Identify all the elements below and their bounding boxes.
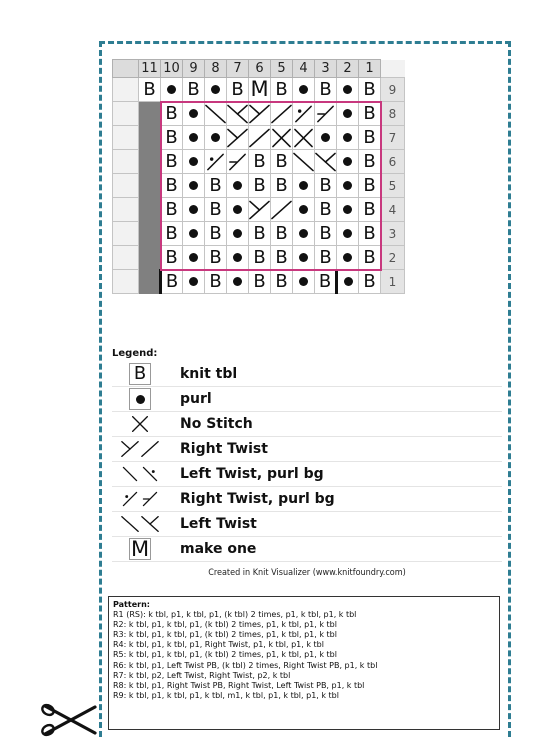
- knit-tbl-symbol: B: [363, 150, 376, 172]
- legend-item: [112, 462, 502, 487]
- knit-tbl-symbol: B: [165, 198, 178, 220]
- knit-tbl-symbol: B: [363, 198, 376, 220]
- stitch-cell: [359, 198, 381, 222]
- purl-symbol: [189, 253, 198, 262]
- knit-tbl-symbol: B: [209, 246, 222, 268]
- stitch-cell: [271, 78, 293, 102]
- knitting-chart: [112, 59, 405, 294]
- knit-tbl-symbol: B: [363, 270, 376, 292]
- column-number: 11: [139, 60, 161, 78]
- stitch-cell: [161, 222, 183, 246]
- chart-row: [113, 150, 405, 174]
- knit-tbl-symbol: B: [275, 246, 288, 268]
- stitch-cell: [337, 198, 359, 222]
- column-number: 8: [205, 60, 227, 78]
- no-stitch-cell: [139, 270, 161, 294]
- row-tab: [113, 150, 139, 174]
- pattern-line: R6: k tbl, p1, Left Twist PB, (k tbl) 2 times, Right Twist PB, p1, k tbl: [113, 660, 378, 670]
- knit-tbl-symbol: B: [209, 270, 222, 292]
- right-twist-symbol: [121, 440, 139, 458]
- purl-symbol: [189, 229, 198, 238]
- column-number: 6: [249, 60, 271, 78]
- knit-tbl-symbol: B: [363, 174, 376, 196]
- column-number: 7: [227, 60, 249, 78]
- legend-label: Left Twist: [180, 516, 257, 532]
- row-number: 5: [381, 174, 405, 198]
- stitch-cell: [249, 78, 271, 102]
- purl-symbol: [343, 109, 352, 118]
- stitch-cell: [293, 174, 315, 198]
- chart-row: [113, 222, 405, 246]
- knit-tbl-symbol: B: [143, 78, 156, 100]
- chart-row: [113, 246, 405, 270]
- purl-symbol: [189, 205, 198, 214]
- stitch-cell: [315, 102, 337, 126]
- make-one-symbol: M: [130, 536, 150, 561]
- right-twist-symbol: [249, 199, 270, 221]
- stitch-cell: [315, 126, 337, 150]
- chart-row: [113, 78, 405, 102]
- stitch-cell: [161, 78, 183, 102]
- stitch-cell: [161, 174, 183, 198]
- stitch-cell: [359, 222, 381, 246]
- row-tab: [113, 102, 139, 126]
- purl-symbol: [233, 229, 242, 238]
- knit-tbl-symbol: B: [319, 78, 332, 100]
- stitch-cell: [227, 126, 249, 150]
- stitch-cell: [293, 270, 315, 294]
- row-tab: [113, 174, 139, 198]
- stitch-cell: [249, 174, 271, 198]
- no-stitch-symbol: [293, 127, 314, 149]
- stitch-cell: [205, 126, 227, 150]
- purl-symbol: [299, 253, 308, 262]
- legend-label: Left Twist, purl bg: [180, 466, 324, 482]
- stitch-cell: [205, 246, 227, 270]
- purl-symbol: [299, 205, 308, 214]
- stitch-cell: [293, 198, 315, 222]
- stitch-cell: [337, 126, 359, 150]
- no-stitch-symbol: [131, 415, 149, 433]
- knit-tbl-symbol: B: [253, 150, 266, 172]
- row-number: 4: [381, 198, 405, 222]
- left-twist-purl-symbol: [121, 465, 139, 483]
- purl-symbol: [211, 133, 220, 142]
- knit-tbl-symbol: B: [319, 222, 332, 244]
- right-twist-purl-symbol: [121, 490, 139, 508]
- right-twist-symbol: [271, 199, 292, 221]
- knit-tbl-symbol: B: [165, 246, 178, 268]
- knit-tbl-symbol: B: [363, 246, 376, 268]
- legend-symbol: [112, 439, 168, 459]
- purl-symbol: [233, 253, 242, 262]
- left-twist-symbol: [121, 515, 139, 533]
- legend-symbol: [112, 538, 168, 560]
- stitch-cell: [359, 102, 381, 126]
- knit-tbl-symbol: B: [253, 246, 266, 268]
- knit-tbl-symbol: B: [319, 246, 332, 268]
- stitch-cell: [161, 126, 183, 150]
- pattern-line: R1 (RS): k tbl, p1, k tbl, p1, (k tbl) 2 times, p1, k tbl, p1, k tbl: [113, 610, 357, 620]
- stitch-cell: [249, 270, 271, 294]
- row-number: 6: [381, 150, 405, 174]
- stitch-cell: [183, 174, 205, 198]
- purl-symbol: [136, 395, 145, 404]
- stitch-cell: [271, 198, 293, 222]
- stitch-cell: [249, 198, 271, 222]
- legend-title: Legend:: [112, 348, 158, 359]
- column-number: 5: [271, 60, 293, 78]
- purl-symbol: [343, 229, 352, 238]
- left-twist-purl-symbol: [141, 465, 159, 483]
- knit-tbl-symbol: B: [165, 126, 178, 148]
- knit-tbl-symbol: B: [275, 78, 288, 100]
- legend-item: [112, 437, 502, 462]
- stitch-cell: [161, 102, 183, 126]
- knit-tbl-symbol: B: [275, 270, 288, 292]
- row-tab: [113, 78, 139, 102]
- knit-tbl-symbol: B: [165, 270, 179, 292]
- stitch-cell: [315, 246, 337, 270]
- row-number: 7: [381, 126, 405, 150]
- knit-tbl-symbol: B: [363, 126, 376, 148]
- pattern-line: R3: k tbl, p1, k tbl, p1, (k tbl) 2 times, p1, k tbl, p1, k tbl: [113, 630, 337, 640]
- stitch-cell: [359, 150, 381, 174]
- left-twist-symbol: [315, 151, 336, 173]
- stitch-cell: [183, 102, 205, 126]
- stitch-cell: [315, 198, 337, 222]
- stitch-cell: [161, 150, 183, 174]
- stitch-cell: [183, 270, 205, 294]
- purl-symbol: [299, 229, 308, 238]
- purl-symbol: [189, 181, 198, 190]
- legend-symbol: [112, 414, 168, 434]
- stitch-cell: [337, 102, 359, 126]
- stitch-cell: [161, 246, 183, 270]
- stitch-cell: [359, 270, 381, 294]
- row-number: 2: [381, 246, 405, 270]
- purl-symbol: [343, 181, 352, 190]
- stitch-cell: [293, 246, 315, 270]
- stitch-cell: [183, 78, 205, 102]
- right-twist-symbol: [249, 127, 270, 149]
- header-end: [381, 60, 405, 78]
- chart-row: [113, 102, 405, 126]
- row-number: 1: [381, 270, 405, 294]
- stitch-cell: [227, 246, 249, 270]
- knit-tbl-symbol: B: [318, 270, 332, 292]
- legend-label: Right Twist, purl bg: [180, 491, 335, 507]
- stitch-cell: [293, 102, 315, 126]
- column-number: 9: [183, 60, 205, 78]
- purl-symbol: [233, 205, 242, 214]
- legend-item: [112, 512, 502, 537]
- column-number: 10: [161, 60, 183, 78]
- no-stitch-cell: [139, 174, 161, 198]
- chart-row: [113, 126, 405, 150]
- knit-tbl-symbol: B: [165, 102, 178, 124]
- knit-tbl-symbol: B: [165, 174, 178, 196]
- purl-symbol: [167, 85, 176, 94]
- knit-tbl-symbol: B: [187, 78, 200, 100]
- header-corner: [113, 60, 139, 78]
- stitch-cell: [271, 102, 293, 126]
- stitch-cell: [205, 78, 227, 102]
- stitch-cell: [249, 126, 271, 150]
- column-number: 4: [293, 60, 315, 78]
- knit-tbl-symbol: B: [319, 198, 332, 220]
- left-twist-symbol: [293, 151, 314, 173]
- stitch-cell: [227, 270, 249, 294]
- no-stitch-cell: [139, 198, 161, 222]
- credit-line: Created in Knit Visualizer (www.knitfoundry.com): [208, 568, 406, 578]
- stitch-cell: [293, 222, 315, 246]
- legend-item: [112, 387, 502, 412]
- pattern-line: R7: k tbl, p2, Left Twist, Right Twist, p2, k tbl: [113, 670, 291, 680]
- no-stitch-cell: [139, 222, 161, 246]
- chart-row: [113, 270, 405, 294]
- knit-tbl-symbol: B: [231, 78, 244, 100]
- knit-tbl-symbol: B: [253, 222, 266, 244]
- right-twist-purl-symbol: [205, 151, 226, 173]
- stitch-cell: [337, 174, 359, 198]
- knit-tbl-symbol: B: [253, 174, 266, 196]
- stitch-cell: [293, 126, 315, 150]
- stitch-cell: [227, 102, 249, 126]
- legend-symbol: [112, 514, 168, 534]
- pattern-title: Pattern:: [113, 600, 150, 609]
- stitch-cell: [359, 174, 381, 198]
- chart-grid: [112, 59, 405, 294]
- stitch-cell: [315, 150, 337, 174]
- row-number: 3: [381, 222, 405, 246]
- stitch-cell: [183, 198, 205, 222]
- knit-tbl-symbol: B: [363, 222, 376, 244]
- stitch-cell: [205, 270, 227, 294]
- no-stitch-cell: [139, 246, 161, 270]
- right-twist-purl-symbol: [227, 151, 248, 173]
- purl-symbol: [189, 133, 198, 142]
- stitch-cell: [205, 222, 227, 246]
- stitch-cell: [315, 78, 337, 102]
- left-twist-symbol: [205, 103, 226, 125]
- knit-tbl-symbol: B: [253, 270, 266, 292]
- purl-symbol: [233, 181, 242, 190]
- row-tab: [113, 198, 139, 222]
- knit-tbl-symbol: B: [209, 174, 222, 196]
- knit-tbl-symbol: B: [209, 198, 222, 220]
- knit-tbl-symbol: B: [209, 222, 222, 244]
- stitch-cell: [227, 222, 249, 246]
- legend-item: [112, 412, 502, 437]
- knit-tbl-symbol: B: [275, 222, 288, 244]
- no-stitch-cell: [139, 150, 161, 174]
- purl-symbol: [211, 85, 220, 94]
- stitch-cell: [227, 174, 249, 198]
- no-stitch-cell: [139, 102, 161, 126]
- purl-symbol: [299, 277, 308, 286]
- stitch-cell: [337, 222, 359, 246]
- chart-row: [113, 198, 405, 222]
- make-one-symbol: M: [250, 77, 269, 101]
- stitch-cell: [183, 126, 205, 150]
- right-twist-purl-symbol: [293, 103, 314, 125]
- stitch-cell: [249, 102, 271, 126]
- no-stitch-cell: [139, 126, 161, 150]
- purl-symbol: [344, 277, 353, 286]
- stitch-cell: [205, 150, 227, 174]
- purl-symbol: [189, 277, 198, 286]
- stitch-cell: [337, 246, 359, 270]
- knit-tbl-symbol: B: [275, 174, 288, 196]
- pattern-line: R5: k tbl, p1, k tbl, p1, (k tbl) 2 times, p1, k tbl, p1, k tbl: [113, 650, 337, 660]
- stitch-cell: [161, 198, 183, 222]
- legend-item: [112, 537, 502, 562]
- right-twist-purl-symbol: [141, 490, 159, 508]
- legend-item: [112, 362, 502, 387]
- scissors-icon: [39, 700, 99, 740]
- knit-tbl-symbol: B: [133, 363, 147, 384]
- stitch-cell: [205, 174, 227, 198]
- stitch-cell: [271, 174, 293, 198]
- purl-symbol: [299, 181, 308, 190]
- stitch-cell: [315, 270, 337, 294]
- right-twist-symbol: [141, 440, 159, 458]
- purl-symbol: [343, 157, 352, 166]
- legend-item: [112, 487, 502, 512]
- legend-label: No Stitch: [180, 416, 253, 432]
- stitch-cell: [337, 270, 359, 294]
- knit-tbl-symbol: B: [363, 102, 376, 124]
- legend-label: knit tbl: [180, 366, 238, 382]
- right-twist-symbol: [249, 103, 270, 125]
- purl-symbol: [343, 133, 352, 142]
- stitch-cell: [315, 174, 337, 198]
- stitch-cell: [139, 78, 161, 102]
- knit-tbl-symbol: B: [319, 174, 332, 196]
- pattern-line: R2: k tbl, p1, k tbl, p1, (k tbl) 2 times, p1, k tbl, p1, k tbl: [113, 620, 337, 630]
- right-twist-symbol: [227, 127, 248, 149]
- row-number: 8: [381, 102, 405, 126]
- legend-symbol: [112, 489, 168, 509]
- row-number: 9: [381, 78, 405, 102]
- legend-label: make one: [180, 541, 257, 557]
- stitch-cell: [249, 150, 271, 174]
- row-tab: [113, 222, 139, 246]
- knit-tbl-symbol: B: [275, 150, 288, 172]
- right-twist-symbol: [271, 103, 292, 125]
- stitch-cell: [249, 246, 271, 270]
- stitch-cell: [227, 78, 249, 102]
- pattern-line: R9: k tbl, p1, k tbl, p1, k tbl, m1, k tbl, p1, k tbl, p1, k tbl: [113, 690, 339, 700]
- legend-label: purl: [180, 391, 212, 407]
- knit-tbl-symbol: B: [165, 222, 178, 244]
- stitch-cell: [271, 126, 293, 150]
- stitch-cell: [249, 222, 271, 246]
- column-number: 3: [315, 60, 337, 78]
- purl-symbol: [189, 157, 198, 166]
- stitch-cell: [227, 198, 249, 222]
- chart-row: [113, 174, 405, 198]
- purl-symbol: [343, 205, 352, 214]
- stitch-cell: [359, 78, 381, 102]
- column-number: 1: [359, 60, 381, 78]
- purl-symbol: [321, 133, 330, 142]
- stitch-cell: [271, 222, 293, 246]
- legend-symbol: [112, 464, 168, 484]
- row-tab: [113, 126, 139, 150]
- stitch-cell: [227, 150, 249, 174]
- stitch-cell: [183, 150, 205, 174]
- stitch-cell: [359, 126, 381, 150]
- stitch-cell: [183, 246, 205, 270]
- no-stitch-symbol: [271, 127, 292, 149]
- legend: [112, 348, 502, 562]
- purl-symbol: [343, 85, 352, 94]
- stitch-cell: [315, 222, 337, 246]
- purl-symbol: [233, 277, 242, 286]
- knit-tbl-symbol: B: [165, 150, 178, 172]
- legend-symbol: [112, 388, 168, 410]
- stitch-cell: [271, 150, 293, 174]
- pattern-line: R4: k tbl, p1, k tbl, p1, Right Twist, p1, k tbl, p1, k tbl: [113, 640, 324, 650]
- purl-symbol: [343, 253, 352, 262]
- stitch-cell: [359, 246, 381, 270]
- purl-symbol: [299, 85, 308, 94]
- stitch-cell: [337, 78, 359, 102]
- stitch-cell: [161, 270, 183, 294]
- left-twist-symbol: [141, 515, 159, 533]
- left-twist-symbol: [227, 103, 248, 125]
- stitch-cell: [337, 150, 359, 174]
- stitch-cell: [205, 102, 227, 126]
- knit-tbl-symbol: B: [363, 78, 376, 100]
- stitch-cell: [183, 222, 205, 246]
- stitch-cell: [205, 198, 227, 222]
- stitch-cell: [293, 78, 315, 102]
- stitch-cell: [293, 150, 315, 174]
- column-number: 2: [337, 60, 359, 78]
- legend-symbol: [112, 363, 168, 385]
- row-tab: [113, 246, 139, 270]
- legend-label: Right Twist: [180, 441, 268, 457]
- purl-symbol: [189, 109, 198, 118]
- stitch-cell: [271, 270, 293, 294]
- row-tab: [113, 270, 139, 294]
- stitch-cell: [271, 246, 293, 270]
- pattern-line: R8: k tbl, p1, Right Twist PB, Right Twist, Left Twist PB, p1, k tbl: [113, 680, 365, 690]
- right-twist-purl-symbol: [315, 103, 336, 125]
- pattern-box: [108, 596, 500, 730]
